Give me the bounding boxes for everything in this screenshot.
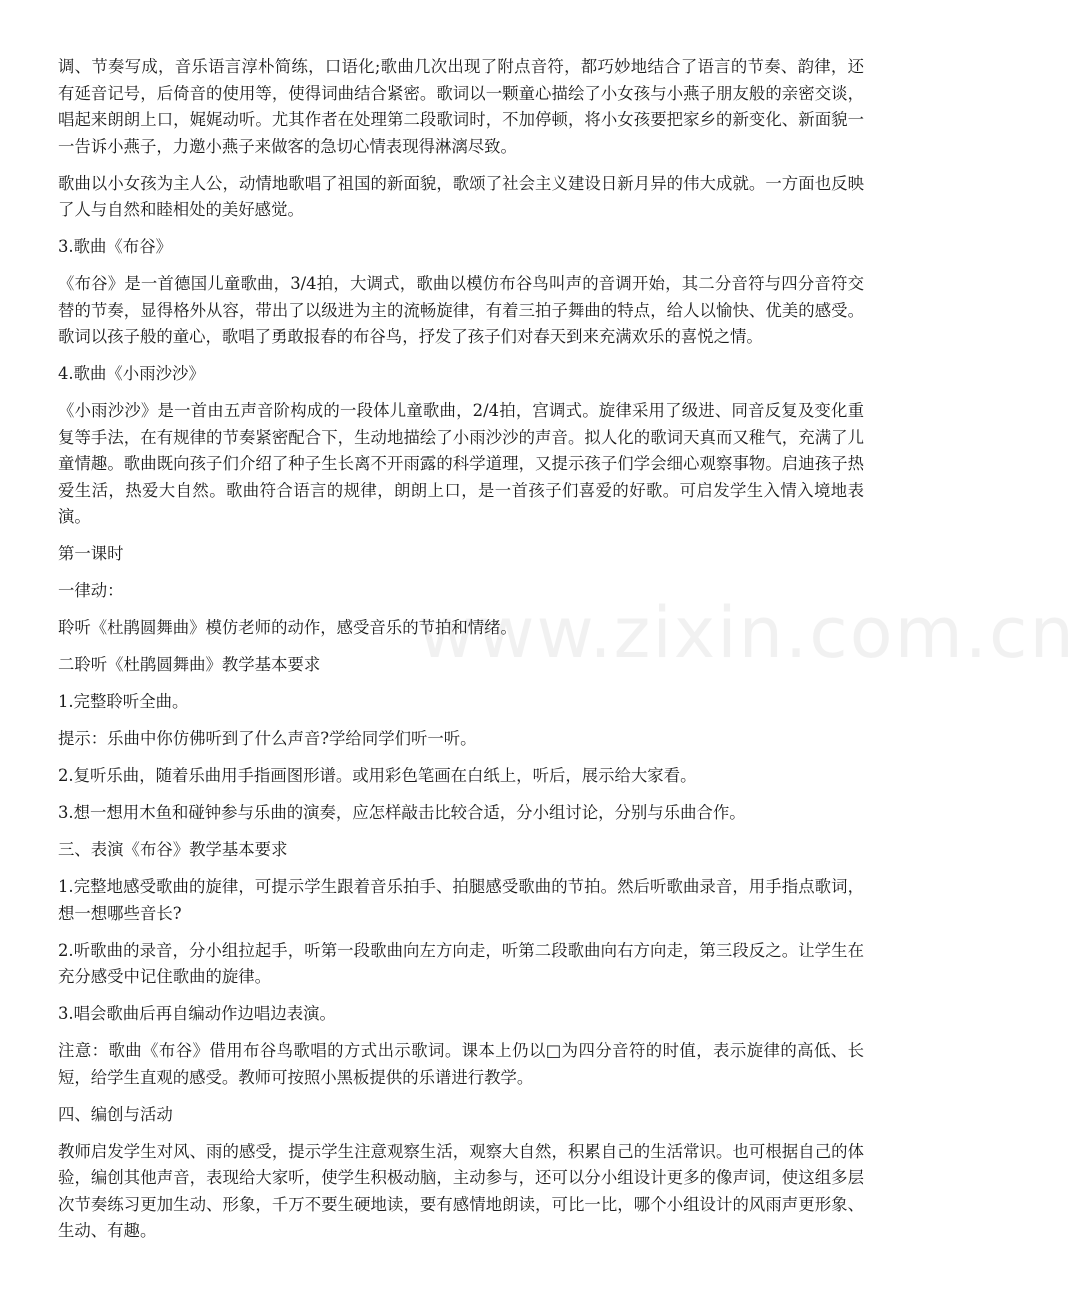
heading-song-xiaoyu: 4.歌曲《小雨沙沙》 xyxy=(58,364,205,383)
list-item-perform-3: 3.唱会歌曲后再自编动作边唱边表演。 xyxy=(58,1004,336,1023)
list-item-listen-3: 3.想一想用木鱼和碰钟参与乐曲的演奏，应怎样敲击比较合适，分小组讨论，分别与乐曲合作。 xyxy=(58,803,746,822)
paragraph-note: 注意：歌曲《布谷》借用布谷鸟歌唱的方式出示歌词。课本上仍以□为四分音符的时值，表示旋律的高低、长短，给学生直观的感受。教师可按照小黑板提供的乐谱进行教学。 xyxy=(58,1041,864,1087)
watermark: www.zixin.com.cn xyxy=(418,592,1076,674)
heading-song-bugu: 3.歌曲《布谷》 xyxy=(58,237,172,256)
paragraph-creation: 教师启发学生对风、雨的感受，提示学生注意观察生活，观察大自然，积累自己的生活常识。也可根据自己的体验，编创其他声音，表现给大家听，使学生积极动脑，主动参与，还可以分小组设计更多的像声词，使这组多层次节奏练习更加生动、形象，千万不要生硬地读，要有感情地朗读，可比一比，哪个小组设计的风雨声更形象、生动、有趣。 xyxy=(58,1141,864,1240)
heading-rhythm: 一律动： xyxy=(58,581,124,600)
heading-first-lesson: 第一课时 xyxy=(58,544,124,563)
heading-performance: 三、表演《布谷》教学基本要求 xyxy=(58,840,288,859)
paragraph-xiaoyu-description: 《小雨沙沙》是一首由五声音阶构成的一段体儿童歌曲，2/4拍，宫调式。旋律采用了级进、同音反复及变化重复等手法，在有规律的节奏紧密配合下，生动地描绘了小雨沙沙的声音。拟人化的歌词天真而又稚气，充满了儿童情趣。歌曲既向孩子们介绍了种子生长离不开雨露的科学道理，又提示孩子们学会细心观察事物。启迪孩子热爱生活，热爱大自然。歌曲符合语言的规律，朗朗上口，是一首孩子们喜爱的好歌。可启发学生入情入境地表演。 xyxy=(58,401,864,526)
heading-listening: 二聆听《杜鹃圆舞曲》教学基本要求 xyxy=(58,655,321,674)
paragraph-bugu-description: 《布谷》是一首德国儿童歌曲，3/4拍，大调式，歌曲以模仿布谷鸟叫声的音调开始，其二分音符与四分音符交替的节奏，显得格外从容，带出了以级进为主的流畅旋律，有着三拍子舞曲的特点，给人以愉快、优美的感受。歌词以孩子般的童心，歌唱了勇敢报春的布谷鸟，抒发了孩子们对春天到来充满欢乐的喜悦之情。 xyxy=(58,274,864,346)
paragraph-rhythm: 聆听《杜鹃圆舞曲》模仿老师的动作，感受音乐的节拍和情绪。 xyxy=(58,618,517,637)
list-item-listen-2: 2.复听乐曲，随着乐曲用手指画图形谱。或用彩色笔画在白纸上，听后，展示给大家看。 xyxy=(58,766,697,785)
paragraph-song-description: 调、节奏写成，音乐语言淳朴简练，口语化;歌曲几次出现了附点音符，都巧妙地结合了语言的节奏、韵律，还有延音记号，后倚音的使用等，使得词曲结合紧密。歌词以一颗童心描绘了小女孩与小燕子朋友般的亲密交谈，唱起来朗朗上口，娓娓动听。尤其作者在处理第二段歌词时，不加停顿，将小女孩要把家乡的新变化、新面貌一一告诉小燕子，力邀小燕子来做客的急切心情表现得淋漓尽致。 xyxy=(58,57,864,156)
list-item-perform-1: 1.完整地感受歌曲的旋律，可提示学生跟着音乐拍手、拍腿感受歌曲的节拍。然后听歌曲录音，用手指点歌词，想一想哪些音长? xyxy=(58,877,864,923)
paragraph-song-theme: 歌曲以小女孩为主人公，动情地歌唱了祖国的新面貌，歌颂了社会主义建设日新月异的伟大成就。一方面也反映了人与自然和睦相处的美好感觉。 xyxy=(58,173,864,219)
heading-creation: 四、编创与活动 xyxy=(58,1104,173,1124)
list-item-listen-1: 1.完整聆听全曲。 xyxy=(58,692,189,711)
list-item-perform-2: 2.听歌曲的录音，分小组拉起手，听第一段歌曲向左方向走，听第二段歌曲向右方向走，第三段反之。让学生在充分感受中记住歌曲的旋律。 xyxy=(58,940,864,986)
paragraph-hint: 提示：乐曲中你仿佛听到了什么声音?学给同学们听一听。 xyxy=(58,729,477,748)
